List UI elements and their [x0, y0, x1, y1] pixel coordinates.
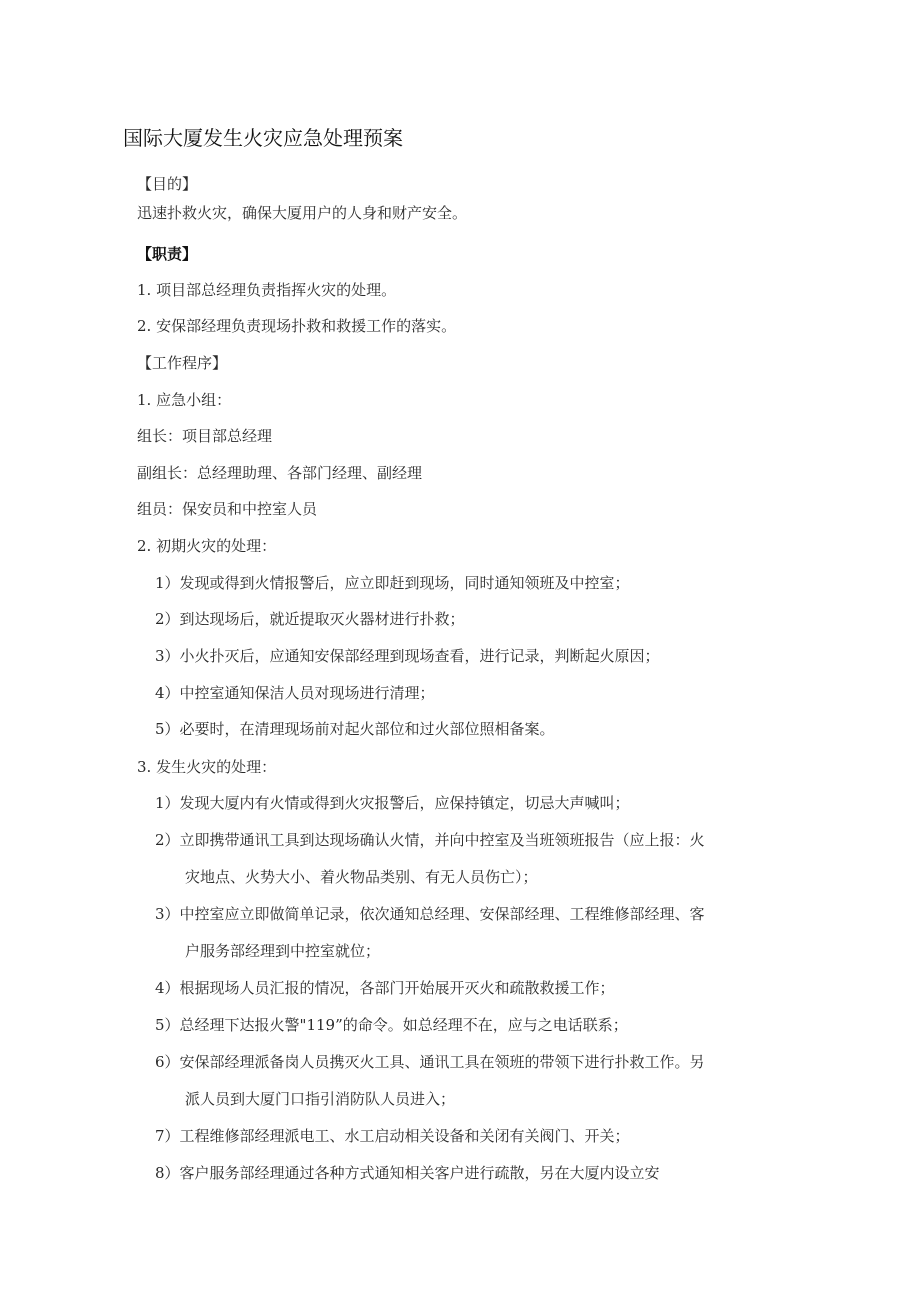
- duty-item-1: 1. 项目部总经理负责指挥火灾的处理。: [137, 281, 397, 299]
- fire-step: 7）工程维修部经理派电工、水工启动相关设备和关闭有关阀门、开关；: [155, 1127, 630, 1145]
- fire-step: 2）立即携带通讯工具到达现场确认火情，并向中控室及当班领班报告（应上报：火: [155, 831, 705, 849]
- purpose-text: 迅速扑救火灾，确保大厦用户的人身和财产安全。: [137, 204, 468, 222]
- fire-step: 1）发现大厦内有火情或得到火灾报警后，应保持镇定，切忌大声喊叫；: [155, 794, 630, 812]
- purpose-heading: 【目的】: [137, 175, 198, 193]
- fire-step: 6）安保部经理派备岗人员携灭火工具、通讯工具在领班的带领下进行扑救工作。另: [155, 1053, 705, 1071]
- fire-step-continuation: 灾地点、火势大小、着火物品类别、有无人员伤亡）；: [185, 868, 538, 886]
- initial-fire-step: 3）小火扑灭后，应通知安保部经理到现场查看，进行记录，判断起火原因；: [155, 647, 660, 665]
- initial-fire-step: 4）中控室通知保洁人员对现场进行清理；: [155, 684, 435, 702]
- fire-step-continuation: 户服务部经理到中控室就位；: [185, 942, 381, 960]
- team-line-members: 组员：保安员和中控室人员: [137, 500, 318, 518]
- team-line-deputy: 副组长：总经理助理、各部门经理、副经理: [137, 464, 423, 482]
- fire-step-continuation: 派人员到大厦门口指引消防队人员进入；: [185, 1090, 456, 1108]
- initial-fire-title: 2. 初期火灾的处理：: [137, 537, 277, 555]
- team-title: 1. 应急小组：: [137, 391, 232, 409]
- team-line-leader: 组长：项目部总经理: [137, 427, 273, 445]
- initial-fire-step: 1）发现或得到火情报警后，应立即赶到现场，同时通知领班及中控室；: [155, 574, 630, 592]
- initial-fire-step: 5）必要时，在清理现场前对起火部位和过火部位照相备案。: [155, 720, 555, 738]
- fire-step: 3）中控室应立即做简单记录，依次通知总经理、安保部经理、工程维修部经理、客: [155, 905, 705, 923]
- document-title: 国际大厦发生火灾应急处理预案: [123, 126, 403, 150]
- procedure-heading: 【工作程序】: [137, 354, 228, 372]
- fire-step: 4）根据现场人员汇报的情况，各部门开始展开灭火和疏散救援工作；: [155, 979, 615, 997]
- duties-heading: 【职责】: [137, 245, 198, 263]
- fire-title: 3. 发生火灾的处理：: [137, 758, 277, 776]
- fire-step: 8）客户服务部经理通过各种方式通知相关客户进行疏散，另在大厦内设立安: [155, 1164, 660, 1182]
- duty-item-2: 2. 安保部经理负责现场扑救和救援工作的落实。: [137, 317, 457, 335]
- initial-fire-step: 2）到达现场后，就近提取灭火器材进行扑救；: [155, 610, 465, 628]
- fire-step: 5）总经理下达报火警"119”的命令。如总经理不在，应与之电话联系；: [155, 1016, 628, 1034]
